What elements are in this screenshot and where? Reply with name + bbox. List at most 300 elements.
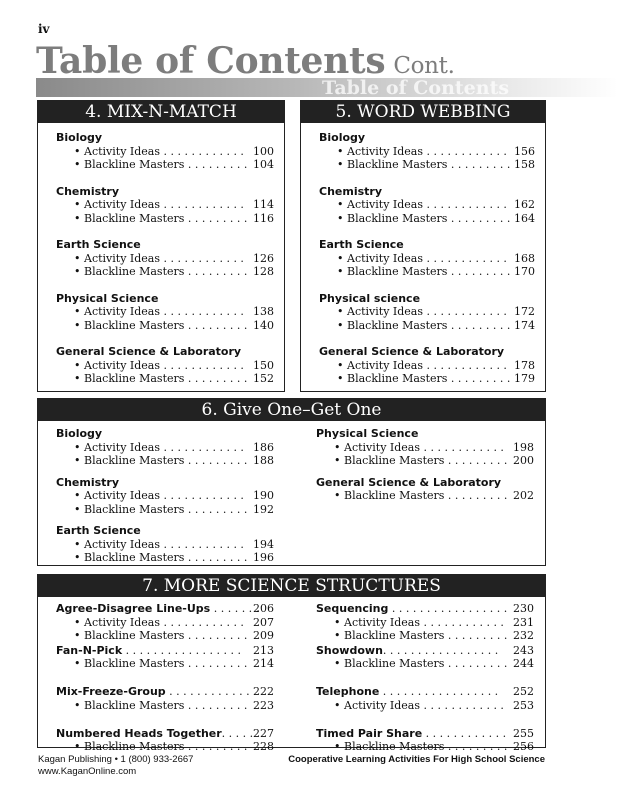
toc-entry[interactable]: [316, 657, 534, 671]
toc-group: [316, 427, 534, 468]
toc-group: [319, 185, 535, 226]
toc-entry[interactable]: [56, 629, 274, 643]
toc-dot-leader: . . . . . . . . .: [184, 372, 248, 385]
toc-dot-leader: . . . . . . . . .: [184, 629, 248, 642]
section-column: [319, 131, 535, 387]
toc-dot-leader: . . . . . . . . .: [447, 372, 511, 385]
toc-entry[interactable]: [56, 489, 274, 503]
toc-group-title-text: Biology: [56, 427, 103, 440]
page-title-text: Table of Contents: [36, 40, 386, 82]
toc-group: [316, 644, 534, 671]
toc-entry[interactable]: [316, 441, 534, 455]
toc-page-number: 222: [253, 685, 274, 698]
toc-page-number: 230: [513, 602, 534, 615]
toc-entry-label: Blackline Masters: [84, 158, 185, 171]
toc-group: [56, 427, 274, 468]
toc-group-title-text: Biology: [319, 131, 366, 144]
toc-group-title[interactable]: [56, 644, 274, 658]
toc-group-title[interactable]: [319, 185, 535, 199]
toc-group-title[interactable]: [319, 131, 535, 145]
toc-dot-leader: . . . . . . . . .: [447, 158, 511, 171]
toc-dot-leader: . . . . . . . . . . . .: [160, 198, 244, 211]
toc-entry[interactable]: [316, 629, 534, 643]
toc-page-number: 116: [253, 211, 274, 225]
toc-entry[interactable]: [56, 454, 274, 468]
toc-dot-leader: . . . . . . . . .: [444, 657, 508, 670]
toc-group-title[interactable]: [56, 602, 274, 616]
toc-entry-label: Blackline Masters: [347, 211, 448, 225]
toc-entry[interactable]: [56, 158, 274, 172]
toc-entry[interactable]: [56, 538, 274, 552]
toc-entry[interactable]: [316, 740, 534, 754]
section-mix-n-match: [37, 100, 285, 392]
toc-dot-leader: . . . . . . . . .: [447, 211, 511, 225]
bullet-icon: •: [74, 502, 81, 516]
toc-group-title[interactable]: [316, 644, 534, 658]
toc-entry-label: Activity Ideas: [344, 440, 421, 454]
bullet-icon: •: [74, 740, 81, 753]
bullet-icon: •: [337, 318, 344, 332]
toc-dot-leader: . . . . . . . . .: [444, 489, 508, 502]
toc-dot-leader: . . . . . . . . . . . .: [423, 305, 507, 318]
toc-group-title-text: Mix-Freeze-Group: [56, 685, 166, 698]
toc-entry-label: Activity Ideas: [347, 251, 424, 265]
toc-dot-leader: . . . . . . . . .: [184, 158, 248, 171]
toc-dot-leader: . . . . . . . . .: [447, 265, 511, 278]
toc-page-number: 100: [253, 144, 274, 158]
toc-entry[interactable]: [56, 503, 274, 517]
toc-entry[interactable]: [56, 616, 274, 630]
toc-page-number: 174: [514, 318, 535, 332]
toc-entry[interactable]: [56, 212, 274, 226]
toc-group: [56, 727, 274, 754]
toc-group-title-text: Chemistry: [319, 184, 382, 198]
toc-page-number: 126: [253, 251, 274, 265]
toc-entry[interactable]: [56, 441, 274, 455]
toc-entry-label: Blackline Masters: [84, 265, 185, 278]
toc-entry-label: Activity Ideas: [84, 489, 161, 502]
toc-page-number: 128: [253, 265, 274, 278]
toc-group: [319, 131, 535, 172]
toc-page-number: 152: [253, 372, 274, 385]
toc-group: [56, 685, 274, 712]
section-more-science-structures: [37, 574, 546, 753]
bullet-icon: •: [74, 615, 81, 629]
toc-group-title-text: General Science & Laboratory: [316, 475, 502, 489]
toc-dot-leader: . . . . . . . . .: [184, 502, 248, 516]
toc-group-title-text: Timed Pair Share: [316, 726, 423, 740]
footer-publisher: [38, 754, 193, 777]
toc-group-title[interactable]: [319, 345, 535, 359]
toc-entry[interactable]: [319, 359, 535, 373]
bullet-icon: •: [74, 657, 81, 670]
toc-group: [319, 238, 535, 279]
toc-group: [56, 238, 274, 279]
toc-group-title-text: Telephone: [316, 685, 380, 698]
toc-group-title[interactable]: [56, 727, 274, 741]
toc-entry-label: Blackline Masters: [344, 657, 445, 670]
toc-page-number: 178: [514, 358, 535, 372]
toc-entry-label: Blackline Masters: [344, 740, 445, 753]
footer-book-title: Cooperative Learning Activities For High School Science: [288, 754, 545, 765]
toc-dot-leader: . . . . . . . . . . . .: [420, 615, 504, 629]
toc-dot-leader: . . . . . . . . . . . .: [422, 726, 507, 740]
toc-page-number: 213: [253, 643, 274, 657]
bullet-icon: •: [337, 198, 344, 211]
toc-dot-leader: . . . . . . . . . . . .: [160, 305, 244, 318]
toc-page-number: 190: [253, 489, 274, 502]
toc-group: [56, 292, 274, 333]
toc-page-number: 194: [253, 537, 274, 551]
bullet-icon: •: [74, 454, 81, 467]
page-title: [36, 40, 455, 82]
toc-page-number: 158: [514, 158, 535, 171]
toc-dot-leader: . . . . . . . . .: [184, 551, 248, 564]
bullet-icon: •: [334, 657, 341, 670]
toc-entry-label: Blackline Masters: [84, 698, 185, 712]
toc-page-number: 223: [253, 698, 274, 712]
toc-group-title[interactable]: [56, 524, 274, 538]
toc-group-title[interactable]: [319, 238, 535, 252]
bullet-icon: •: [337, 144, 344, 158]
toc-entry[interactable]: [56, 740, 274, 754]
toc-page-number: 186: [253, 440, 274, 454]
toc-entry[interactable]: [319, 158, 535, 172]
toc-entry-label: Blackline Masters: [84, 629, 185, 642]
toc-dot-leader: . . . . . . . . . . . .: [165, 685, 250, 698]
toc-dot-leader: . . . . . . . . .: [444, 454, 508, 467]
toc-entry-label: Activity Ideas: [347, 305, 424, 318]
toc-entry-label: Blackline Masters: [347, 158, 448, 171]
toc-entry[interactable]: [319, 265, 535, 279]
toc-entry-label: Blackline Masters: [84, 657, 185, 670]
toc-group: [319, 345, 535, 386]
toc-page-number: 252: [513, 685, 534, 698]
toc-dot-leader: . . . . . . . . .: [184, 265, 248, 278]
toc-page-number: 196: [253, 551, 274, 564]
bullet-icon: •: [334, 440, 341, 454]
toc-entry[interactable]: [56, 359, 274, 373]
bullet-icon: •: [334, 489, 341, 502]
toc-entry[interactable]: [56, 265, 274, 279]
bullet-icon: •: [337, 265, 344, 278]
toc-entry-label: Blackline Masters: [84, 211, 185, 225]
toc-page-number: 244: [513, 657, 534, 670]
bullet-icon: •: [337, 251, 344, 265]
toc-page-number: 172: [514, 305, 535, 318]
toc-page-number: 207: [253, 615, 274, 629]
toc-dot-leader: . . . . . . . . .: [184, 740, 248, 753]
toc-dot-leader: . . . . . . . . . . . .: [423, 251, 507, 265]
toc-group-title[interactable]: [56, 685, 274, 699]
toc-entry[interactable]: [316, 616, 534, 630]
bullet-icon: •: [74, 489, 81, 502]
toc-dot-leader: . . . . . . . . . . . .: [160, 251, 244, 265]
toc-group-title-text: Physical science: [319, 291, 421, 305]
toc-entry-label: Blackline Masters: [347, 372, 448, 385]
toc-entry[interactable]: [316, 489, 534, 503]
toc-dot-leader: . . . . . . . . . . . .: [160, 358, 244, 372]
toc-page-number: 150: [253, 358, 274, 372]
toc-group: [56, 644, 274, 671]
section-left-column: [56, 427, 274, 562]
toc-dot-leader: . . . . . . . . . . . .: [420, 698, 504, 712]
toc-group: [316, 727, 534, 754]
toc-page-number: 231: [513, 615, 534, 629]
toc-dot-leader: . . . . . . . . .: [184, 211, 248, 225]
toc-group-title-text: Fan-N-Pick: [56, 643, 123, 657]
toc-dot-leader: . . . . . . . . . . . .: [160, 489, 244, 502]
toc-group-title[interactable]: [56, 238, 274, 252]
toc-entry-label: Blackline Masters: [347, 265, 448, 278]
toc-entry[interactable]: [319, 305, 535, 319]
toc-entry[interactable]: [56, 551, 274, 565]
toc-page-number: 228: [253, 740, 274, 753]
toc-group: [316, 685, 534, 712]
toc-page-number: 164: [514, 211, 535, 225]
toc-dot-leader: . . . . . . . . . . . .: [160, 615, 244, 629]
section-give-one-get-one: [37, 398, 546, 566]
toc-group-title-text: Physical Science: [56, 291, 159, 305]
toc-page-number: 162: [514, 198, 535, 211]
toc-group: [56, 345, 274, 386]
toc-dot-leader: . . . . . . . . . . . . . . . . .: [388, 602, 508, 615]
page-number: iv: [38, 22, 50, 36]
toc-entry[interactable]: [56, 699, 274, 713]
bullet-icon: •: [334, 629, 341, 642]
bullet-icon: •: [74, 537, 81, 551]
toc-dot-leader: . . . . . . . . .: [444, 740, 508, 753]
toc-group-title[interactable]: [56, 131, 274, 145]
toc-entry-label: Activity Ideas: [84, 615, 161, 629]
toc-entry[interactable]: [319, 198, 535, 212]
toc-dot-leader: . . . . . . . . . . . .: [423, 198, 507, 211]
bullet-icon: •: [74, 265, 81, 278]
toc-page-number: 227: [253, 726, 274, 740]
toc-page-number: 192: [253, 502, 274, 516]
footer-publisher-phone: Kagan Publishing • 1 (800) 933-2667: [38, 754, 194, 765]
section-heading: 5. WORD WEBBING: [301, 101, 545, 123]
toc-page-number: 256: [513, 740, 534, 753]
bullet-icon: •: [337, 372, 344, 385]
bullet-icon: •: [74, 551, 81, 564]
toc-entry-label: Blackline Masters: [84, 454, 185, 467]
toc-page-number: 255: [513, 726, 534, 740]
toc-group: [56, 131, 274, 172]
toc-group: [56, 185, 274, 226]
section-right-column: [316, 602, 534, 753]
toc-group-title[interactable]: [316, 427, 534, 441]
toc-page-number: 156: [514, 144, 535, 158]
toc-dot-leader: . . . . . . . . .: [184, 698, 248, 712]
toc-entry[interactable]: [56, 657, 274, 671]
toc-entry-label: Blackline Masters: [84, 502, 185, 516]
bullet-icon: •: [337, 305, 344, 318]
toc-group-title[interactable]: [56, 292, 274, 306]
bullet-icon: •: [337, 211, 344, 225]
toc-group: [56, 524, 274, 565]
section-right-column: [316, 427, 534, 562]
bullet-icon: •: [337, 358, 344, 372]
toc-entry-label: Blackline Masters: [84, 372, 185, 385]
toc-group: [316, 476, 534, 503]
bullet-icon: •: [74, 198, 81, 211]
toc-page-number: 253: [513, 698, 534, 712]
toc-page-number: 232: [513, 629, 534, 642]
toc-group-title-text: Sequencing: [316, 602, 389, 615]
toc-page-number: 138: [253, 305, 274, 318]
bullet-icon: •: [334, 698, 341, 712]
toc-entry[interactable]: [316, 454, 534, 468]
toc-page-number: 214: [253, 657, 274, 670]
toc-group-title-text: Biology: [56, 131, 103, 144]
toc-entry-label: Activity Ideas: [347, 144, 424, 158]
toc-group-title[interactable]: [316, 685, 534, 699]
bullet-icon: •: [337, 158, 344, 171]
toc-group-title-text: Chemistry: [56, 184, 119, 198]
toc-group-title[interactable]: [56, 476, 274, 490]
toc-dot-leader: . . . . . . . . .: [184, 454, 248, 467]
toc-page-number: 179: [514, 372, 535, 385]
toc-entry[interactable]: [319, 319, 535, 333]
toc-dot-leader: . . . . . . .: [210, 602, 260, 615]
toc-entry[interactable]: [56, 145, 274, 159]
bullet-icon: •: [74, 318, 81, 332]
bullet-icon: •: [74, 372, 81, 385]
toc-entry-label: Activity Ideas: [84, 537, 161, 551]
toc-entry-label: Blackline Masters: [84, 318, 185, 332]
toc-entry-label: Activity Ideas: [84, 198, 161, 211]
toc-group-title[interactable]: [56, 427, 274, 441]
toc-dot-leader: . . . . . . . . . . . .: [423, 144, 507, 158]
toc-group-title-text: Earth Science: [56, 238, 141, 251]
toc-group-title-text: Chemistry: [56, 475, 119, 489]
toc-group-title[interactable]: [319, 292, 535, 306]
toc-group-title[interactable]: [316, 727, 534, 741]
toc-group-title-text: Earth Science: [56, 524, 141, 537]
toc-page-number: 104: [253, 158, 274, 171]
toc-page-number: 170: [514, 265, 535, 278]
toc-page-number: 188: [253, 454, 274, 467]
toc-dot-leader: . . . . . . . . .: [447, 318, 511, 332]
toc-page-number: 200: [513, 454, 534, 467]
toc-dot-leader: . . . . . . . . . . . .: [160, 537, 244, 551]
toc-dot-leader: . . . . .: [221, 726, 254, 740]
toc-page-number: 198: [513, 440, 534, 454]
bullet-icon: •: [334, 454, 341, 467]
toc-dot-leader: . . . . . . . . . . . . . . . . .: [382, 643, 499, 657]
section-heading: 4. MIX-N-MATCH: [38, 101, 284, 123]
toc-group-title[interactable]: [56, 185, 274, 199]
toc-dot-leader: . . . . . . . . . . . .: [423, 358, 507, 372]
toc-group-title[interactable]: [316, 476, 534, 490]
toc-entry-label: Activity Ideas: [344, 615, 421, 629]
toc-dot-leader: . . . . . . . . . . . .: [420, 440, 504, 454]
toc-entry[interactable]: [56, 198, 274, 212]
toc-entry-label: Blackline Masters: [344, 489, 445, 502]
toc-entry[interactable]: [56, 252, 274, 266]
toc-group-title-text: Physical Science: [316, 427, 419, 440]
toc-entry-label: Blackline Masters: [347, 318, 448, 332]
toc-page-number: 209: [253, 629, 274, 642]
toc-group: [319, 292, 535, 333]
toc-page-number: 114: [253, 198, 274, 211]
bullet-icon: •: [74, 629, 81, 642]
toc-entry[interactable]: [319, 372, 535, 386]
section-word-webbing: [300, 100, 546, 392]
section-heading: 6. Give One–Get One: [38, 399, 545, 421]
toc-entry-label: Blackline Masters: [84, 551, 185, 564]
toc-entry[interactable]: [319, 252, 535, 266]
toc-group: [56, 476, 274, 517]
toc-entry-label: Blackline Masters: [84, 740, 185, 753]
toc-entry-label: Activity Ideas: [84, 144, 161, 158]
toc-group-title-text: Numbered Heads Together: [56, 726, 222, 740]
toc-dot-leader: . . . . . . . . .: [184, 318, 248, 332]
toc-entry[interactable]: [316, 699, 534, 713]
bullet-icon: •: [74, 158, 81, 171]
toc-group-title-text: Agree-Disagree Line-Ups: [56, 602, 211, 615]
toc-entry[interactable]: [319, 212, 535, 226]
toc-dot-leader: . . . . . . . . .: [184, 657, 248, 670]
bullet-icon: •: [74, 358, 81, 372]
bullet-icon: •: [74, 305, 81, 318]
page-title-cont: Cont.: [393, 53, 455, 79]
toc-entry-label: Activity Ideas: [84, 305, 161, 318]
toc-page-number: 243: [513, 643, 534, 657]
toc-entry-label: Activity Ideas: [84, 440, 161, 454]
toc-page-number: 140: [253, 318, 274, 332]
toc-dot-leader: . . . . . . . . . . . .: [160, 144, 244, 158]
toc-group-title-text: Showdown: [316, 643, 383, 657]
toc-entry-label: Activity Ideas: [347, 198, 424, 211]
toc-group-title-text: General Science & Laboratory: [56, 345, 242, 358]
toc-group-title-text: Earth Science: [319, 238, 404, 251]
toc-dot-leader: . . . . . . . . . . . . . . . . .: [379, 685, 499, 698]
toc-entry-label: Activity Ideas: [344, 698, 421, 712]
toc-entry[interactable]: [56, 305, 274, 319]
toc-group: [56, 602, 274, 643]
toc-entry[interactable]: [56, 319, 274, 333]
toc-entry-label: Blackline Masters: [344, 454, 445, 467]
section-heading: 7. MORE SCIENCE STRUCTURES: [38, 575, 545, 597]
bullet-icon: •: [74, 440, 81, 454]
toc-dot-leader: . . . . . . . . .: [444, 629, 508, 642]
toc-entry-label: Activity Ideas: [347, 358, 424, 372]
toc-dot-leader: . . . . . . . . . . . .: [160, 440, 244, 454]
title-ghost-watermark: Table of Contents: [322, 77, 510, 99]
toc-group: [316, 602, 534, 643]
toc-page-number: 206: [253, 602, 274, 615]
toc-entry[interactable]: [319, 145, 535, 159]
footer-website: www.KaganOnline.com: [38, 765, 137, 777]
bullet-icon: •: [74, 251, 81, 265]
toc-group-title[interactable]: [56, 345, 274, 359]
toc-page-number: 168: [514, 251, 535, 265]
toc-group-title[interactable]: [316, 602, 534, 616]
toc-group-title-text: General Science & Laboratory: [319, 345, 505, 358]
bullet-icon: •: [74, 698, 81, 712]
section-left-column: [56, 602, 274, 753]
toc-entry-label: Blackline Masters: [344, 629, 445, 642]
bullet-icon: •: [334, 615, 341, 629]
toc-entry-label: Activity Ideas: [84, 358, 161, 372]
bullet-icon: •: [74, 211, 81, 225]
toc-dot-leader: . . . . . . . . . . . . . . . . .: [122, 643, 242, 657]
toc-entry-label: Activity Ideas: [84, 251, 161, 265]
section-column: [56, 131, 274, 387]
toc-entry[interactable]: [56, 372, 274, 386]
